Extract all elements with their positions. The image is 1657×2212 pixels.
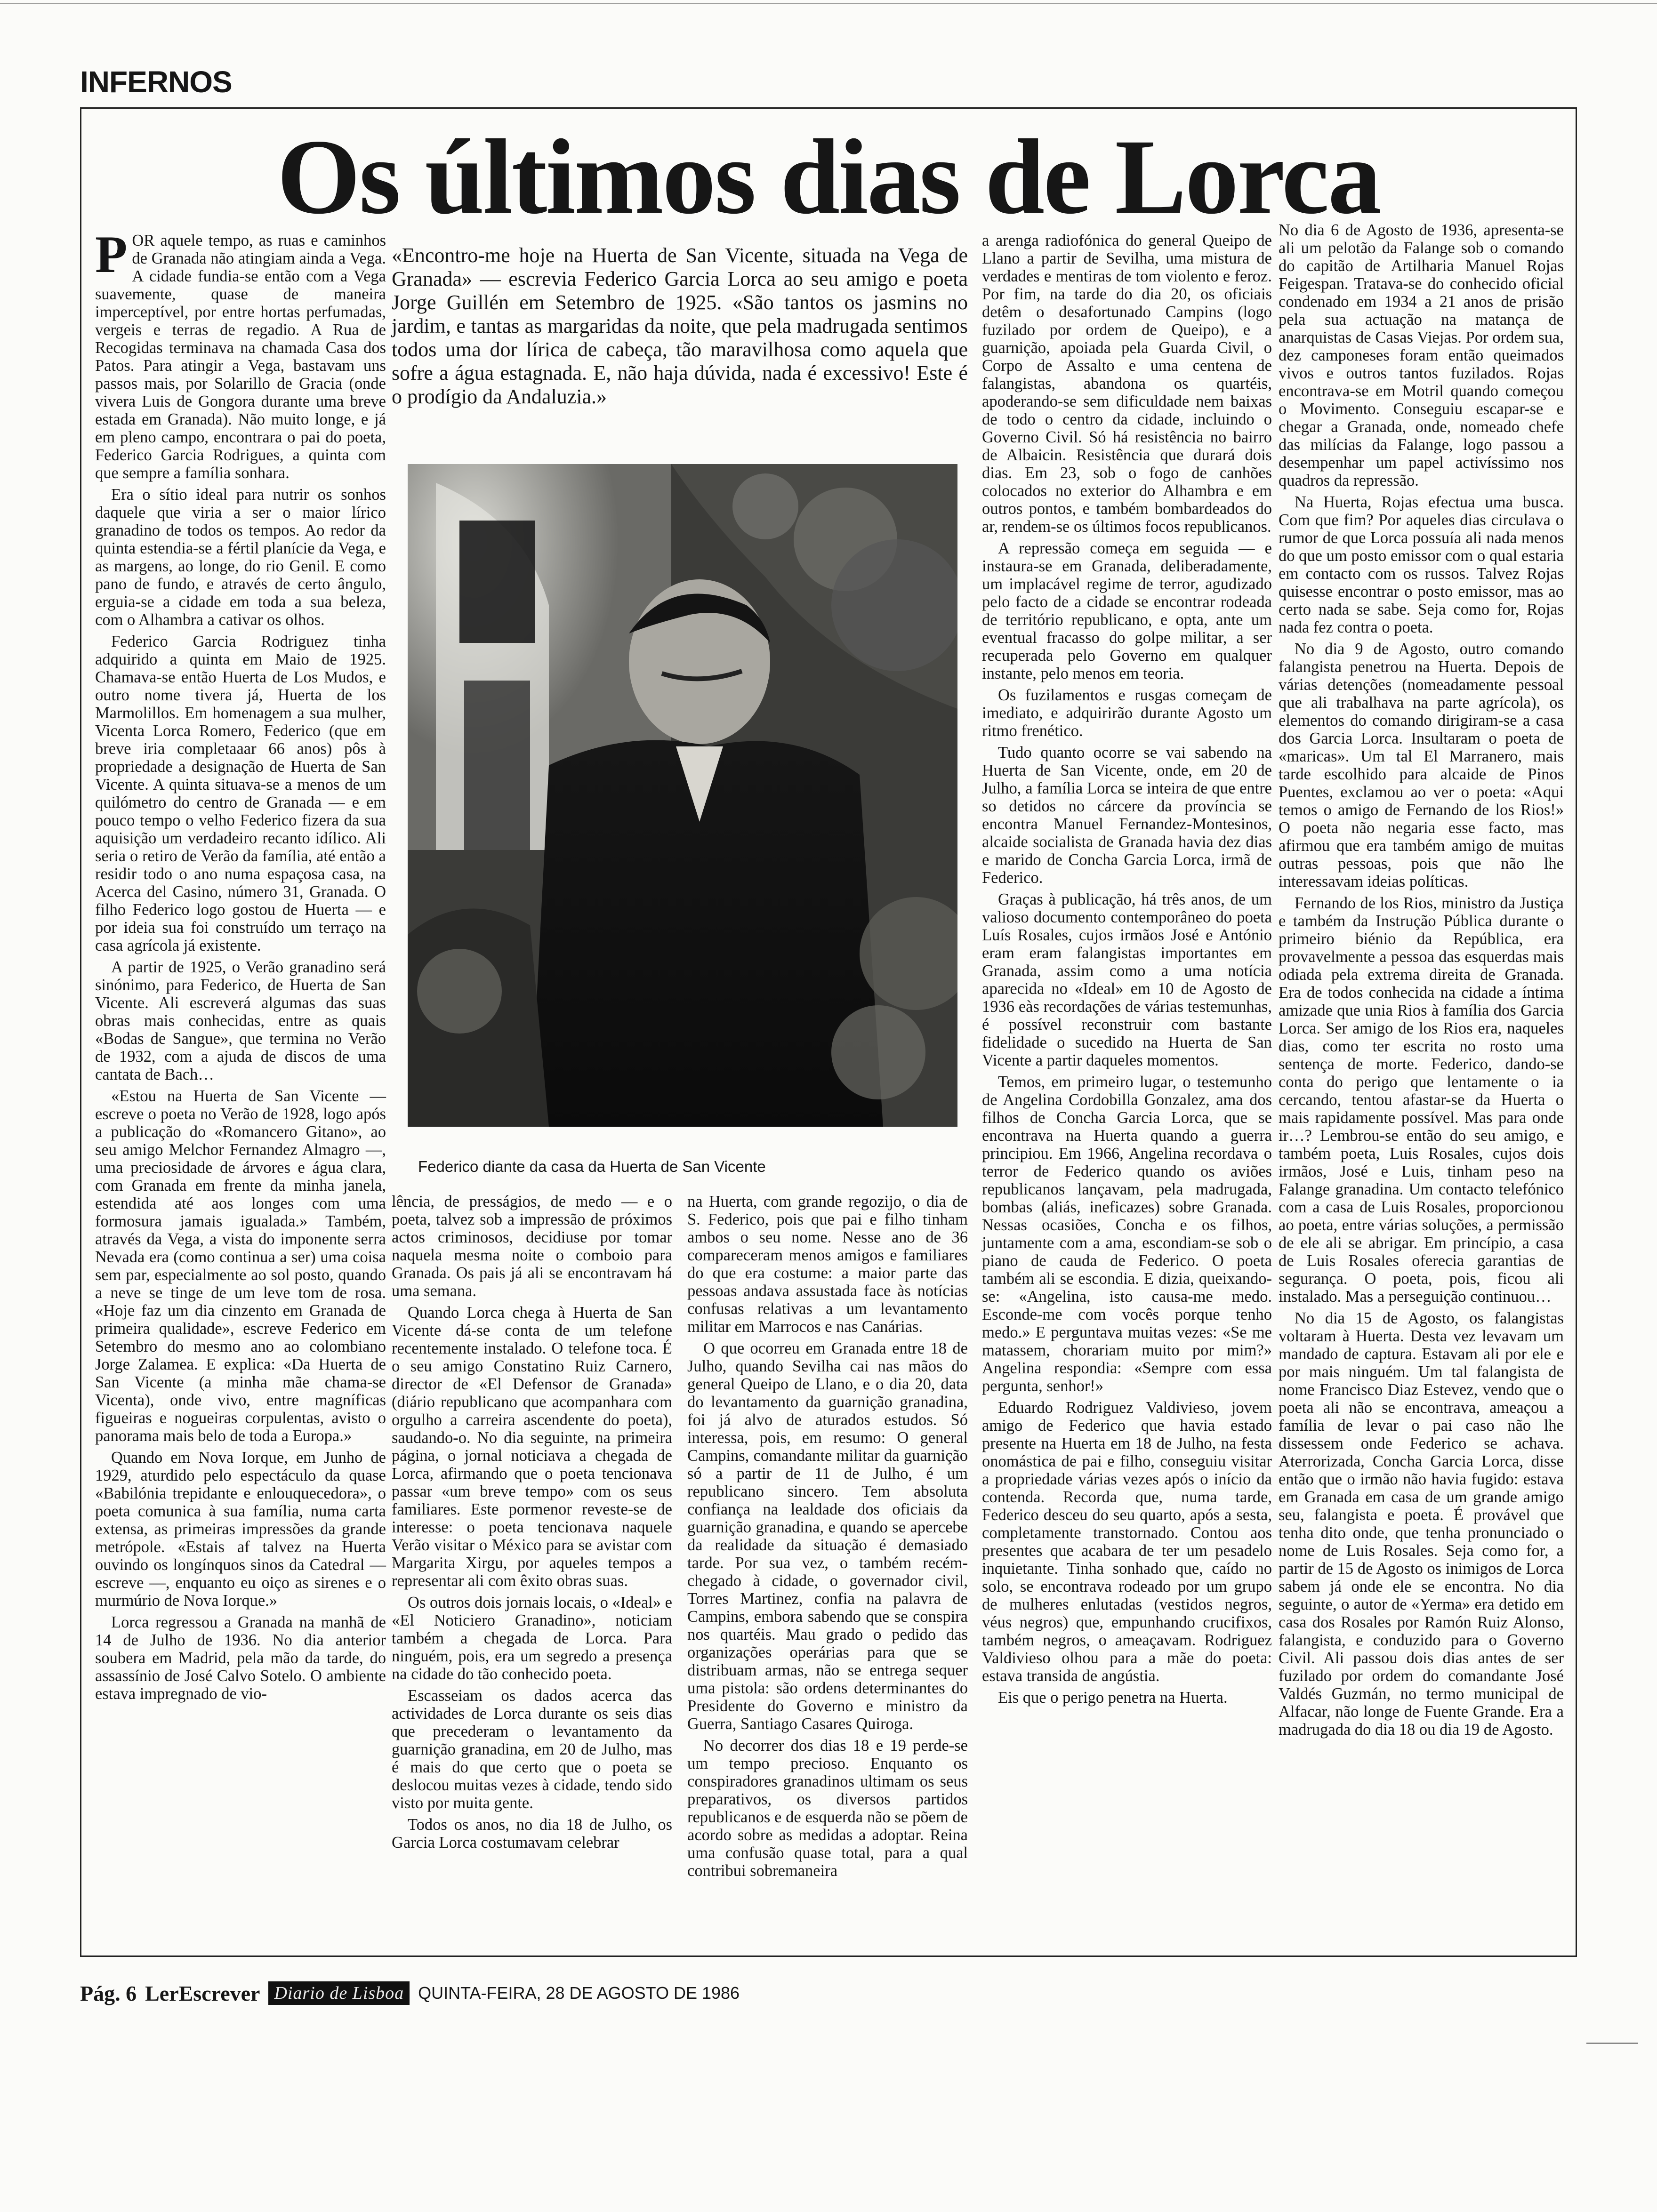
scan-mark — [1586, 2043, 1638, 2044]
paragraph: Eduardo Rodriguez Valdivieso, jovem amigo de Federico que havia estado presente na Huerta em 18 de Julho, na festa onomástica de pai e filho, conseguiu visitar a propriedade várias vezes após o início da contenda. Recorda que, numa tarde, Federico desceu do seu quarto, após a sesta, completamente transtornado. Contou aos presentes que acabara de ter um pesadelo inquietante. Tinha sonhado que, caído no solo, se encontrava rodeado por um grupo de mulheres enlutadas (vestidos negros, véus negros) que, empunhando crucifixos, também negros, o ameaçavam. Rodriguez Valdivieso olhou para a mãe do poeta: estava transida de angústia. — [982, 1399, 1272, 1685]
photo-image — [408, 464, 957, 1127]
photo-lorca — [408, 464, 957, 1127]
headline: Os últimos dias de Lorca — [277, 118, 1380, 236]
paragraph: lência, de presságios, de medo — e o poeta, talvez sob a impressão de próximos actos criminosos, decidiuse por tomar naquela mesma noite o comboio para Granada. Os pais já ali se encontravam há uma semana. — [392, 1193, 672, 1300]
page-footer — [80, 1979, 740, 2007]
paragraph: Todos os anos, no dia 18 de Julho, os Garcia Lorca costumavam celebrar — [392, 1816, 672, 1851]
photo-caption: Federico diante da casa da Huerta de San Vicente — [418, 1158, 766, 1175]
newspaper-logo: Diario de Lisboa — [268, 1981, 410, 2005]
paragraph: No decorrer dos dias 18 e 19 perde-se um tempo precioso. Enquanto os conspiradores granadinos ultimam os seus preparativos, os diversos partidos republicanos e de esquerda não se põem de acordo sobre as medidas a adoptar. Reina uma confusão quase total, para a qual contribui sobremaneira — [687, 1737, 968, 1880]
paragraph: Era o sítio ideal para nutrir os sonhos daquele que viria a ser o maior lírico granadino de todos os tempos. Ao redor da quinta estendia-se a fértil planície da Vega, e as margens, ao longe, do rio Genil. E como pano de fundo, e através de certo ângulo, erguia-se a cidade em toda a sua beleza, com o Alhambra a cativar os olhos. — [95, 486, 386, 629]
paragraph: Eis que o perigo penetra na Huerta. — [998, 1689, 1228, 1707]
paragraph: Os outros dois jornais locais, o «Ideal» e «El Noticiero Granadino», noticiam também a chegada de Lorca. Para ninguém, pois, era um segredo a presença na cidade do tão conhecido poeta. — [392, 1594, 672, 1683]
intro-quote: «Encontro-me hoje na Huerta de San Vicente, situada na Vega de Granada» — escrevia Federico Garcia Lorca ao seu amigo e poeta Jorge Guillén em Setembro de 1925. «São tantos os jasmins no jardim, e tantas as margaridas da noite, que pela madrugada sentimos todos uma dor lírica de cabeça, tão maravilhosa como aquela que sofre a água estagnada. E, não haja dúvida, nada é excessivo! Este é o prodígio da Andaluzia.» — [392, 244, 968, 408]
supplement-name: LerEscrever — [145, 1981, 260, 2005]
paragraph: No dia 9 de Agosto, outro comando falangista penetrou na Huerta. Depois de várias detenções (nomeadamente pessoal que ali trabalhava na parte agrícola), os elementos do comando dirigiram-se a casa dos Garcia Lorca. Insultaram o poeta de «maricas». Um tal El Marranero, mais tarde escolhido para alcaide de Pinos Puentes, exclamou ao ver o poeta: «Aqui temos o amigo de Fernando de los Rios!» O poeta não negaria esse facto, mas afirmou que era também amigo de muitas outras pessoas, pois que não lhe interessavam ideias políticas. — [1279, 640, 1564, 890]
paragraph: Escasseiam os dados acerca das actividades de Lorca durante os seis dias que precederam o levantamento da guarnição granadina, em 20 de Julho, mas é mais do que certo que o poeta se deslocou muitas vezes à cidade, tendo sido visto por muita gente. — [392, 1687, 672, 1812]
paragraph: Federico Garcia Rodriguez tinha adquirido a quinta em Maio de 1925. Chamava-se então Huerta de Los Mudos, e outro nome tivera já, Huerta de los Marmolillos. Em homenagem a sua mulher, Vicenta Lorca Romero, Federico (que em breve iria completaaar 66 anos) pôs à propriedade a designação de Huerta de San Vicente. A quinta situava-se a menos de um quilómetro do centro de Granada — e em pouco tempo o velho Federico fizera da sua aquisição um verdadeiro recanto idílico. Ali seria o retiro de Verão da família, até então a residir todo o ano numa espaçosa casa, na Acerca del Casino, número 31, Granada. O filho Federico logo gostou de Huerta — e por ideia sua foi construído um terraço na casa agrícola já existente. — [95, 633, 386, 954]
paragraph: No dia 6 de Agosto de 1936, apresenta-se ali um pelotão da Falange sob o comando do capitão de Artilharia Manuel Rojas Feigespan. Tratava-se do conhecido oficial condenado em 1934 a 21 anos de prisão pela sua actuação na matança de anarquistas de Casas Viejas. Por ordem sua, dez camponeses foram então queimados vivos e outros tantos fuzilados. Rojas encontrava-se em Motril quando começou o Movimento. Conseguiu escapar-se e chegar a Granada, onde, nomeado chefe das milícias da Falange, logo passou a desempenhar um papel activíssimo nos quadros da repressão. — [1279, 221, 1564, 489]
section-label: INFERNOS — [80, 65, 232, 99]
drop-cap: P — [95, 225, 128, 284]
paragraph: «Estou na Huerta de San Vicente — escreve o poeta no Verão de 1928, logo após a publicação do «Romancero Gitano», ao seu amigo Melchor Fernandez Almagro —, uma preciosidade de árvores e água clara, com Granada em frente da minha janela, estendida até aos longes com uma formosura jamais igualada.» Também, através da Vega, a vista do imponente serra Nevada era (como continua a ser) uma coisa sem par, especialmente ao sol posto, quando a neve se tinge de um leve tom de rosa. «Hoje faz um dia cinzento em Granada de primeira qualidade», escreve Federico em Setembro do mesmo ano ao colombiano Jorge Zalamea. E explica: «Da Huerta de San Vicente (a minha mãe chama-se Vicenta), onde vivo, entre magníficas figueiras e nogueiras corpulentas, avisto o panorama mais belo de toda a Europa.» — [95, 1087, 386, 1445]
column-5 — [1279, 221, 1564, 1944]
paragraph: Graças à publicação, há três anos, de um valioso documento contemporâneo do poeta Luís Rosales, cujos irmãos José e António eram eram falangistas importantes em Granada, assim como a uma notícia aparecida no «Ideal» em 10 de Agosto de 1936 eàs recordações de várias testemunhas, é possível reconstruir com bastante fidelidade o sucedido na Huerta de San Vicente a partir daqueles momentos. — [982, 890, 1272, 1069]
issue-date: QUINTA-FEIRA, 28 DE AGOSTO DE 1986 — [418, 1983, 740, 2003]
paragraph: Tudo quanto ocorre se vai sabendo na Huerta de San Vicente, onde, em 20 de Julho, a família Lorca se inteira de que entre so detidos no cárcere da província se encontra Manuel Fernandez-Montesinos, alcaide socialista de Granada havia dez dias e marido de Concha Garcia Lorca, irmã de Federico. — [982, 744, 1272, 887]
paragraph: A partir de 1925, o Verão granadino será sinónimo, para Federico, de Huerta de San Vicente. Ali escreverá algumas das suas obras mais conhecidas, entre as quais «Bodas de Sangue», que termina no Verão de 1932, com a ajuda de discos de uma cantata de Bach… — [95, 958, 386, 1083]
paragraph: Quando Lorca chega à Huerta de San Vicente dá-se conta de um telefone recentemente instalado. O telefone toca. É o seu amigo Constatino Ruiz Carnero, director de «El Defensor de Granada» (diário republicano que acompanhara com orgulho a carreira ascendente do poeta), saudando-o. No dia seguinte, na primeira página, o jornal noticiava a chegada de Lorca, afirmando que o poeta tencionava passar «um breve tempo» com os seus familiares. Este pormenor reveste-se de interesse: o poeta tencionava naquele Verão visitar o México para se avistar com Margarita Xirgu, por aqueles tempos a representar ali com êxito obras suas. — [392, 1304, 672, 1590]
column-2 — [392, 1193, 672, 1936]
paragraph: POR aquele tempo, as ruas e caminhos de Granada não atingiam ainda a Vega. A cidade fundia-se então com a Vega suavemente, quase de maneira imperceptível, por entre hortas perfumadas, vergeis e terras de regadio. A Rua de Recogidas terminava na chamada Casa dos Patos. Para atingir a Vega, bastavam uns passos mais, por Solarillo de Gracia (onde vivera Luis de Gongora durante uma breve estada em Granada). Não muito longe, e já em pleno campo, encontrara o pai do poeta, Federico Garcia Rodrigues, a quinta com que sempre a família sonhara. — [95, 225, 386, 482]
paragraph: a arenga radiofónica do general Queipo de Llano a partir de Sevilha, uma mistura de verdades e mentiras de tom violento e feroz. Por fim, na tarde do dia 20, os oficiais detêm o desafortunado Campins (logo fuzilado por ordem de Queipo), e a guarnição, apoiada pela Guarda Civil, o Corpo de Assalto e uma centena de falangistas, abandona os quartéis, apoderando-se sem dificuldade nem baixas de todo o centro da cidade, incluindo o Governo Civil. Só há resistência no bairro de Albaicin. Resistência que durará dois dias. Em 23, sob o fogo de canhões colocados no exterior do Alhambra e em outros pontos, e também bombardeados do ar, rendem-se os últimos focos republicanos. — [982, 232, 1272, 536]
scan-edge-line — [0, 3, 1657, 4]
paragraph: Quando em Nova Iorque, em Junho de 1929, aturdido pelo espectáculo da quase «Babilónia trepidante e enlouquecedora», o poeta comunica à sua família, numa carta extensa, as primeiras impressões da grande metrópole. «Estais af talvez na Huerta ouvindo os longínquos sinos da Catedral — escreve —, enquanto eu oiço as sirenes e o murmúrio de Nova Iorque.» — [95, 1449, 386, 1610]
paragraph: O que ocorreu em Granada entre 18 de Julho, quando Sevilha cai nas mãos do general Queipo de Llano, e o dia 20, data do levantamento da guarnição granadina, foi já alvo de aturados estudos. Só interessa, pois, em resumo: O general Campins, comandante militar da guarnição só a partir de 11 de Julho, é um republicano sincero. Tem absoluta confiança na lealdade dos oficiais da guarnição granadina, e quando se apercebe da realidade da situação é demasiado tarde. Por sua vez, o também recém-chegado à cidade, o governador civil, Torres Martinez, confia na palavra de Campins, embora sabendo que se conspira nos quartéis. Mau grado o pedido das organizações operárias para que se distribuam armas, não se entrega sequer uma pistola: são ordens determinantes do Presidente do Governo e ministro da Guerra, Santiago Casares Quiroga. — [687, 1339, 968, 1733]
page-number: Pág. 6 — [80, 1981, 137, 2005]
column-1 — [95, 225, 386, 1935]
column-3 — [687, 1193, 968, 1936]
paragraph: Os fuzilamentos e rusgas começam de imediato, e adquirirão durante Agosto um ritmo frenético. — [982, 686, 1272, 740]
paragraph: na Huerta, com grande regozijo, o dia de S. Federico, pois que pai e filho tinham ambos o seu nome. Nesse ano de 36 compareceram menos amigos e familiares do que era costume: a maior parte das pessoas andava assustada face às notícias confusas relativas a um levantamento militar em Marrocos e nas Canárias. — [687, 1193, 968, 1336]
paragraph: Fernando de los Rios, ministro da Justiça e também da Instrução Pública durante o primeiro biénio da República, era provavelmente a pessoa das esquerdas mais odiada pela extrema direita de Granada. Era de todos conhecida na cidade a íntima amizade que unia Rios à família dos Garcia Lorca. Ser amigo de los Rios era, naqueles dias, como ter escrita no rosto uma sentença de morte. Federico, dando-se conta do perigo que lentamente o ia cercando, tentou afastar-se da Huerta o mais rapidamente possível. Mas para onde ir…? Lembrou-se então do seu amigo, e também poeta, Luis Rosales, cujos dois irmãos, José e Luis, tinham peso na Falange granadina. Um contacto telefónico com a casa de Luis Rosales, proporcionou ao poeta, entre várias soluções, a permissão de ele ali se abrigar. Em princípio, a casa de Luis Rosales oferecia garantias de segurança. O poeta, pois, ficou ali instalado. Mas a perseguição continuou… — [1279, 894, 1564, 1306]
paragraph: Na Huerta, Rojas efectua uma busca. Com que fim? Por aqueles dias circulava o rumor de que Lorca possuía ali nada menos do que um posto emissor com o qual estaria em contacto com os russos. Talvez Rojas quisesse encontrar o posto emissor, mas ao certo nada se sabe. Seja como for, Rojas nada fez contra o poeta. — [1279, 493, 1564, 636]
paragraph: No dia 15 de Agosto, os falangistas voltaram à Huerta. Desta vez levavam um mandado de captura. Estavam ali por ele e por mais ninguém. Um tal falangista de nome Francisco Diaz Estevez, vendo que o poeta ali não se encontrava, ameaçou a família de levar o pai caso não lhe dissessem onde Federico se achava. Aterrorizada, Concha Garcia Lorca, disse então que o irmão não havia fugido: estava em Granada em casa de um grande amigo seu, falangista e poeta. É provável que tenha dito onde, que tenha pronunciado o nome de Luis Rosales. Seja como for, a partir de 15 de Agosto os inimigos de Lorca sabem já onde ele se encontra. No dia seguinte, o autor de «Yerma» era detido em casa dos Rosales por Ramón Ruiz Alonso, falangista, e conduzido para o Governo Civil. Ali passou dois dias antes de ser fuzilado por ordem do comandante José Valdés Guzmán, no termo municipal de Alfacar, não longe de Fuente Grande. Era a madrugada do dia 18 ou dia 19 de Agosto. — [1279, 1309, 1564, 1739]
paragraph: A repressão começa em seguida — e instaura-se em Granada, deliberadamente, um implacável regime de terror, agudizado pelo facto de a cidade se encontrar rodeada de território republicano, e opta, ante um eventual fracasso do golpe militar, a ser recuperada pelo Governo em qualquer instante, pelo menos em teoria. — [982, 539, 1272, 682]
column-4 — [982, 232, 1272, 1935]
paragraph: Lorca regressou a Granada na manhã de 14 de Julho de 1936. No dia anterior soubera em Madrid, pela mão da tarde, do assassínio de José Calvo Sotelo. O ambiente estava impregnado de vio- — [95, 1613, 386, 1703]
paragraph: Temos, em primeiro lugar, o testemunho de Angelina Cordobilla Gonzalez, ama dos filhos de Concha Garcia Lorca, que se encontrava na Huerta quando a guerra principiou. Em 1966, Angelina recordava o terror de Federico quando os aviões republicanos lançavam, pela madrugada, bombas (aliás, ineficazes) sobre Granada. Nessas ocasiões, Concha e os filhos, juntamente com a ama, escondiam-se sob o piano de cauda de Federico. O poeta também ali se escondia. E dizia, queixando-se: «Angelina, isto causa-me medo. Esconde-me com vocês porque tenho medo.» E perguntava muitas vezes: «Se me matassem, chorariam muito por mim?» Angelina respondia: «Sempre com essa pergunta, senhor!» — [982, 1073, 1272, 1395]
